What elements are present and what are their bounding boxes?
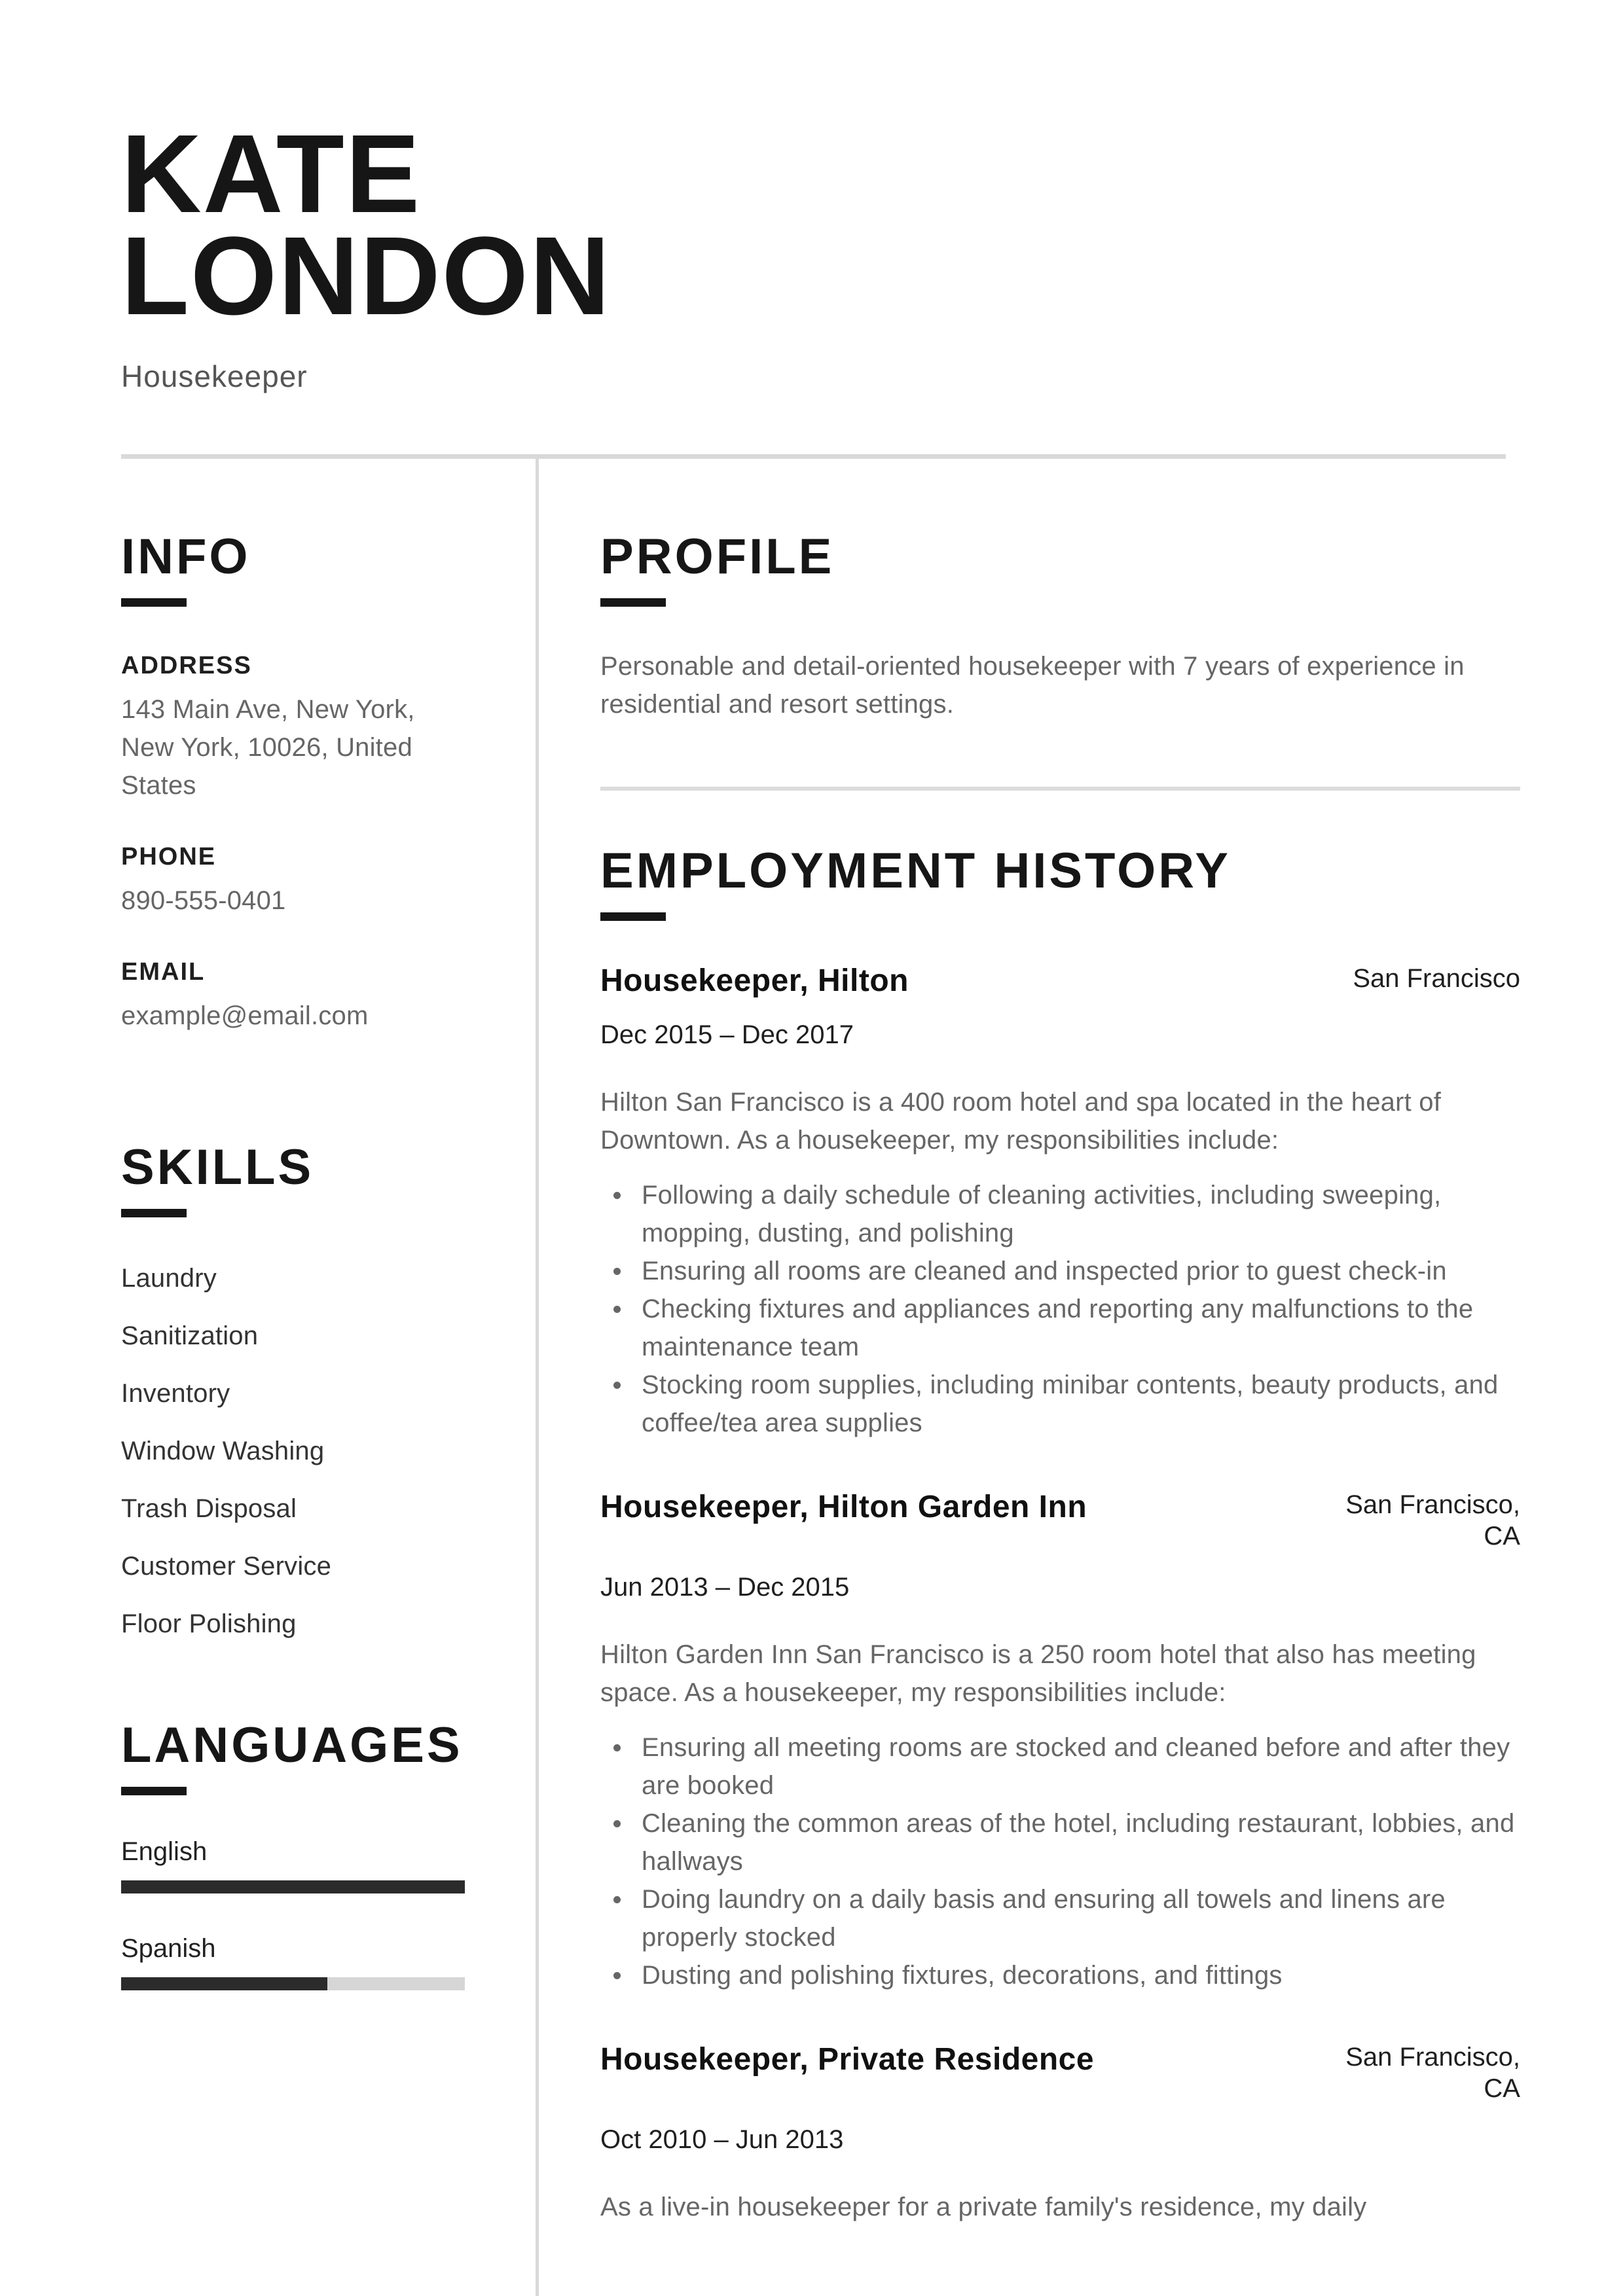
skills-heading: SKILLS	[121, 1139, 314, 1195]
job-location: San Francisco	[1353, 964, 1520, 993]
info-heading: INFO	[121, 529, 251, 584]
person-name: KATE LONDON	[121, 112, 611, 338]
info-field-value: 890-555-0401	[121, 886, 286, 915]
job-title: Housekeeper, Hilton Garden Inn	[600, 1490, 1087, 1524]
employment-heading-rule	[600, 912, 666, 921]
job-entry	[600, 963, 1520, 1442]
job-location: San Francisco, CA	[1345, 2043, 1520, 2103]
top-divider	[121, 454, 1506, 459]
job-header	[600, 963, 1520, 999]
skill-item: Inventory	[121, 1379, 230, 1408]
job-description: Hilton San Francisco is a 400 room hotel and spa located in the heart of Downtown. As a housekeeper, my responsibilities include:	[600, 1088, 1442, 1155]
info-field-label: ADDRESS	[121, 652, 252, 679]
skills-heading-rule	[121, 1209, 187, 1217]
sidebar	[121, 531, 465, 1990]
skill-item: Sanitization	[121, 1321, 259, 1350]
employment-section	[600, 843, 1520, 2226]
language-item	[121, 1933, 465, 1990]
job-title: Housekeeper, Private Residence	[600, 2042, 1095, 2077]
info-field	[121, 650, 465, 804]
job-bullet: Cleaning the common areas of the hotel, including restaurant, lobbies, and hallways	[600, 1804, 1520, 1880]
jobs-list	[600, 963, 1520, 2226]
info-field-value: example@email.com	[121, 1001, 369, 1030]
language-bar-track	[121, 1880, 465, 1893]
skills-list	[121, 1259, 465, 1643]
skill-item: Laundry	[121, 1264, 217, 1293]
job-bullet: Checking fixtures and appliances and reporting any malfunctions to the maintenance team	[600, 1290, 1520, 1366]
languages-section	[121, 1717, 465, 1990]
languages-heading: LANGUAGES	[121, 1717, 463, 1773]
column-divider	[536, 459, 539, 2296]
skill-item: Customer Service	[121, 1552, 332, 1581]
job-header	[600, 1489, 1520, 1552]
job-header	[600, 2041, 1520, 2104]
job-bullet: Ensuring all rooms are cleaned and inspected prior to guest check-in	[600, 1252, 1520, 1290]
job-entry	[600, 1489, 1520, 1994]
skill-item: Window Washing	[121, 1437, 325, 1465]
profile-heading-rule	[600, 598, 666, 607]
job-dates: Dec 2015 – Dec 2017	[600, 1020, 854, 1049]
job-bullet: Doing laundry on a daily basis and ensuring all towels and linens are properly stocked	[600, 1880, 1520, 1956]
employment-heading: EMPLOYMENT HISTORY	[600, 843, 1231, 899]
job-location: San Francisco, CA	[1345, 1490, 1520, 1551]
profile-section	[600, 531, 1520, 723]
section-divider	[600, 787, 1520, 791]
resume-header	[121, 112, 737, 394]
job-dates: Jun 2013 – Dec 2015	[600, 1573, 850, 1602]
skill-item: Floor Polishing	[121, 1609, 297, 1638]
info-field-value: 143 Main Ave, New York, New York, 10026, United States	[121, 695, 415, 800]
profile-heading: PROFILE	[600, 529, 835, 584]
job-description: Hilton Garden Inn San Francisco is a 250 room hotel that also has meeting space. As a housekeeper, my responsibilities include:	[600, 1640, 1476, 1707]
language-name: English	[121, 1837, 208, 1866]
info-field-label: EMAIL	[121, 958, 206, 986]
language-item	[121, 1836, 465, 1893]
language-bar-track	[121, 1977, 465, 1990]
main-column	[600, 531, 1520, 2226]
info-fields	[121, 650, 465, 1035]
skills-section	[121, 1139, 465, 1643]
job-bullets	[600, 1729, 1520, 1994]
language-bar-fill	[121, 1977, 327, 1990]
info-heading-rule	[121, 598, 187, 607]
job-bullets	[600, 1176, 1520, 1442]
job-title: Housekeeper, Hilton	[600, 963, 909, 998]
person-job-title: Housekeeper	[121, 359, 308, 393]
info-section	[121, 531, 465, 1035]
job-bullet: Dusting and polishing fixtures, decorations, and fittings	[600, 1956, 1520, 1994]
info-field	[121, 956, 465, 1035]
job-bullet: Ensuring all meeting rooms are stocked and cleaned before and after they are booked	[600, 1729, 1520, 1804]
job-entry	[600, 2041, 1520, 2226]
job-dates: Oct 2010 – Jun 2013	[600, 2125, 844, 2154]
info-field	[121, 841, 465, 920]
language-name: Spanish	[121, 1934, 216, 1963]
profile-text: Personable and detail-oriented housekeeper with 7 years of experience in residential and resort settings.	[600, 652, 1465, 719]
skill-item: Trash Disposal	[121, 1494, 297, 1523]
language-bar-fill	[121, 1880, 465, 1893]
job-bullet: Stocking room supplies, including minibar contents, beauty products, and coffee/tea area supplies	[600, 1366, 1520, 1442]
languages-heading-rule	[121, 1787, 187, 1795]
job-description: As a live-in housekeeper for a private family's residence, my daily	[600, 2193, 1367, 2221]
job-bullet: Following a daily schedule of cleaning activities, including sweeping, mopping, dusting, and polishing	[600, 1176, 1520, 1252]
languages-list	[121, 1836, 465, 1990]
info-field-label: PHONE	[121, 843, 217, 870]
